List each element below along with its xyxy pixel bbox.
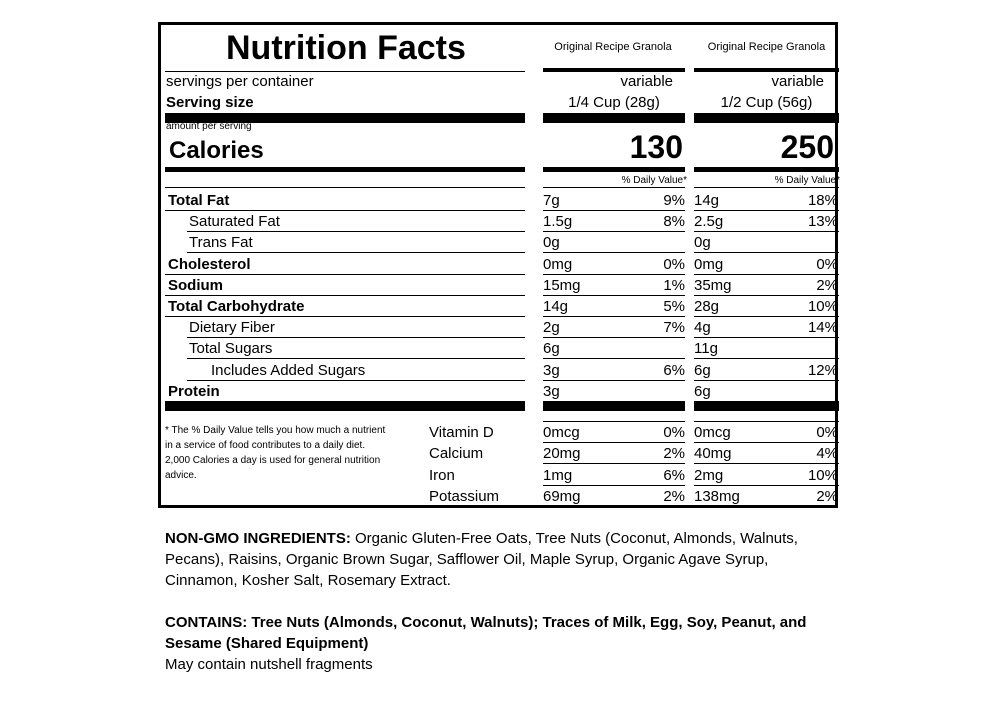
nutrient-amount-1: 0mg bbox=[543, 255, 573, 273]
calories-value-2: 250 bbox=[780, 129, 834, 165]
nutrient-amount-2: 2.5g bbox=[694, 213, 724, 231]
nutrient-amount-2: 28g bbox=[694, 298, 720, 315]
footnote-line: * The % Daily Value tells you how much a nutrient bbox=[165, 425, 386, 436]
nutrient-amount-2: 35mg bbox=[694, 276, 732, 294]
nutrient-amount-2: 6g bbox=[694, 361, 711, 379]
nutrient-row bbox=[161, 360, 841, 381]
nutrient-amount-1: 6g bbox=[543, 340, 560, 358]
calories-label: Calories bbox=[169, 137, 264, 164]
nutrient-dv-2: 0% bbox=[816, 255, 838, 273]
nutrient-name: Dietary Fiber bbox=[189, 319, 275, 337]
vitamin-amount-1: 69mg bbox=[543, 487, 581, 505]
contains-text: Tree Nuts (Almonds, Coconut, Walnuts); Traces of Milk, Egg, Soy, Peanut, and Sesame (Shared Equipment) bbox=[165, 614, 807, 652]
nutrient-name: Total Carbohydrate bbox=[168, 298, 305, 315]
serving-size-label: Serving size bbox=[166, 94, 254, 111]
vitamin-dv-1: 6% bbox=[663, 466, 685, 484]
nutrient-dv-1: 5% bbox=[663, 298, 685, 315]
vitamin-dv-2: 10% bbox=[807, 466, 838, 484]
nutrient-dv-2: 13% bbox=[807, 213, 838, 231]
serving-size-value-2: 1/2 Cup (56g) bbox=[720, 94, 813, 111]
nutrient-row bbox=[161, 381, 841, 402]
nutrient-amount-2: 4g bbox=[694, 319, 711, 337]
nutrient-dv-2: 2% bbox=[816, 276, 838, 294]
nutrient-row bbox=[161, 338, 841, 359]
nutrient-dv-1: 6% bbox=[663, 361, 685, 379]
nutrient-amount-1: 3g bbox=[543, 382, 560, 400]
nutrient-name: Trans Fat bbox=[189, 234, 253, 252]
nutrient-name: Saturated Fat bbox=[189, 213, 280, 231]
nutrient-name: Total Fat bbox=[168, 192, 230, 209]
ingredients-label: NON-GMO INGREDIENTS: bbox=[165, 530, 351, 547]
nutrient-row bbox=[161, 275, 841, 296]
nutrient-row bbox=[161, 317, 841, 338]
nutrient-row bbox=[161, 296, 841, 317]
nutrient-amount-2: 6g bbox=[694, 382, 711, 400]
footnote-line: 2,000 Calories a day is used for general nutrition bbox=[165, 455, 381, 466]
vitamin-amount-1: 1mg bbox=[543, 466, 573, 484]
contains-note: May contain nutshell fragments bbox=[165, 656, 373, 673]
vitamin-amount-1: 20mg bbox=[543, 445, 581, 463]
nutrient-dv-1: 7% bbox=[663, 319, 685, 337]
footnote-line: advice. bbox=[165, 470, 197, 481]
product-name-2: Original Recipe Granola bbox=[707, 41, 826, 53]
vitamin-amount-2: 138mg bbox=[694, 487, 740, 505]
daily-value-header-1: % Daily Value* bbox=[621, 175, 687, 186]
nutrient-amount-2: 0mg bbox=[694, 255, 724, 273]
nutrient-amount-1: 1.5g bbox=[543, 213, 573, 231]
servings-label: servings per container bbox=[166, 73, 314, 90]
nutrient-amount-1: 7g bbox=[543, 192, 560, 209]
ingredients-text: Organic Gluten-Free Oats, Tree Nuts (Coconut, Almonds, Walnuts, Pecans), Raisins, Organic Brown Sugar, Safflower Oil, Maple Syrup, Organic Agave Syrup, Cinnamon, Kosher Salt, Rosemary Extract. bbox=[165, 530, 798, 589]
vitamin-dv-2: 0% bbox=[816, 424, 838, 441]
ingredients-block bbox=[165, 528, 845, 591]
nutrient-dv-2: 14% bbox=[807, 319, 838, 337]
vitamin-amount-2: 2mg bbox=[694, 466, 724, 484]
vitamin-dv-1: 0% bbox=[663, 424, 685, 441]
nutrient-dv-1: 9% bbox=[663, 192, 685, 209]
vitamin-name: Iron bbox=[429, 466, 455, 484]
nutrient-dv-2: 12% bbox=[807, 361, 838, 379]
nutrient-dv-1: 8% bbox=[663, 213, 685, 231]
nutrient-amount-1: 14g bbox=[543, 298, 569, 315]
nutrient-dv-2: 10% bbox=[807, 298, 838, 315]
vitamin-name: Vitamin D bbox=[429, 424, 494, 441]
vitamin-amount-2: 0mcg bbox=[694, 424, 731, 441]
vitamin-amount-1: 0mcg bbox=[543, 424, 580, 441]
nutrient-row bbox=[161, 254, 841, 275]
contains-block bbox=[165, 612, 845, 675]
nutrient-amount-2: 11g bbox=[694, 340, 718, 358]
nutrient-amount-1: 0g bbox=[543, 234, 560, 252]
nutrient-dv-1: 0% bbox=[663, 255, 685, 273]
nutrient-name: Protein bbox=[168, 382, 220, 400]
nutrient-amount-1: 3g bbox=[543, 361, 560, 379]
nutrient-row bbox=[161, 232, 841, 253]
nutrient-row bbox=[161, 211, 841, 232]
vitamin-row bbox=[161, 443, 841, 464]
vitamin-amount-2: 40mg bbox=[694, 445, 732, 463]
vitamin-row bbox=[161, 422, 841, 443]
nutrient-name: Sodium bbox=[168, 276, 223, 294]
nutrient-dv-1: 1% bbox=[663, 276, 685, 294]
panel-title: Nutrition Facts bbox=[226, 29, 466, 67]
vitamin-dv-2: 2% bbox=[816, 487, 838, 505]
vitamin-dv-2: 4% bbox=[816, 445, 838, 463]
daily-value-header-2: % Daily Value* bbox=[774, 175, 840, 186]
vitamin-row bbox=[161, 486, 841, 507]
footnote-line: in a service of food contributes to a daily diet. bbox=[165, 440, 366, 451]
nutrient-amount-2: 0g bbox=[694, 234, 711, 252]
amount-per-serving-label: amount per serving bbox=[166, 121, 252, 132]
vitamin-name: Potassium bbox=[429, 487, 500, 505]
nutrient-dv-2: 18% bbox=[807, 192, 838, 209]
nutrition-facts-panel bbox=[158, 22, 838, 508]
vitamin-row bbox=[161, 465, 841, 486]
nutrient-name: Total Sugars bbox=[189, 340, 273, 358]
servings-value-2: variable bbox=[771, 73, 824, 90]
calories-value-1: 130 bbox=[629, 129, 683, 165]
vitamin-dv-1: 2% bbox=[663, 445, 685, 463]
nutrient-amount-1: 15mg bbox=[543, 276, 581, 294]
nutrient-name: Includes Added Sugars bbox=[211, 361, 366, 379]
nutrient-amount-2: 14g bbox=[694, 192, 720, 209]
product-name-1: Original Recipe Granola bbox=[554, 41, 672, 53]
serving-size-value-1: 1/4 Cup (28g) bbox=[568, 94, 660, 111]
contains-label: CONTAINS: bbox=[165, 614, 248, 631]
nutrient-row bbox=[161, 190, 841, 211]
nutrient-amount-1: 2g bbox=[543, 319, 560, 337]
servings-value-1: variable bbox=[620, 73, 673, 90]
vitamin-dv-1: 2% bbox=[663, 487, 685, 505]
vitamin-name: Calcium bbox=[429, 445, 484, 463]
nutrient-name: Cholesterol bbox=[168, 255, 251, 273]
